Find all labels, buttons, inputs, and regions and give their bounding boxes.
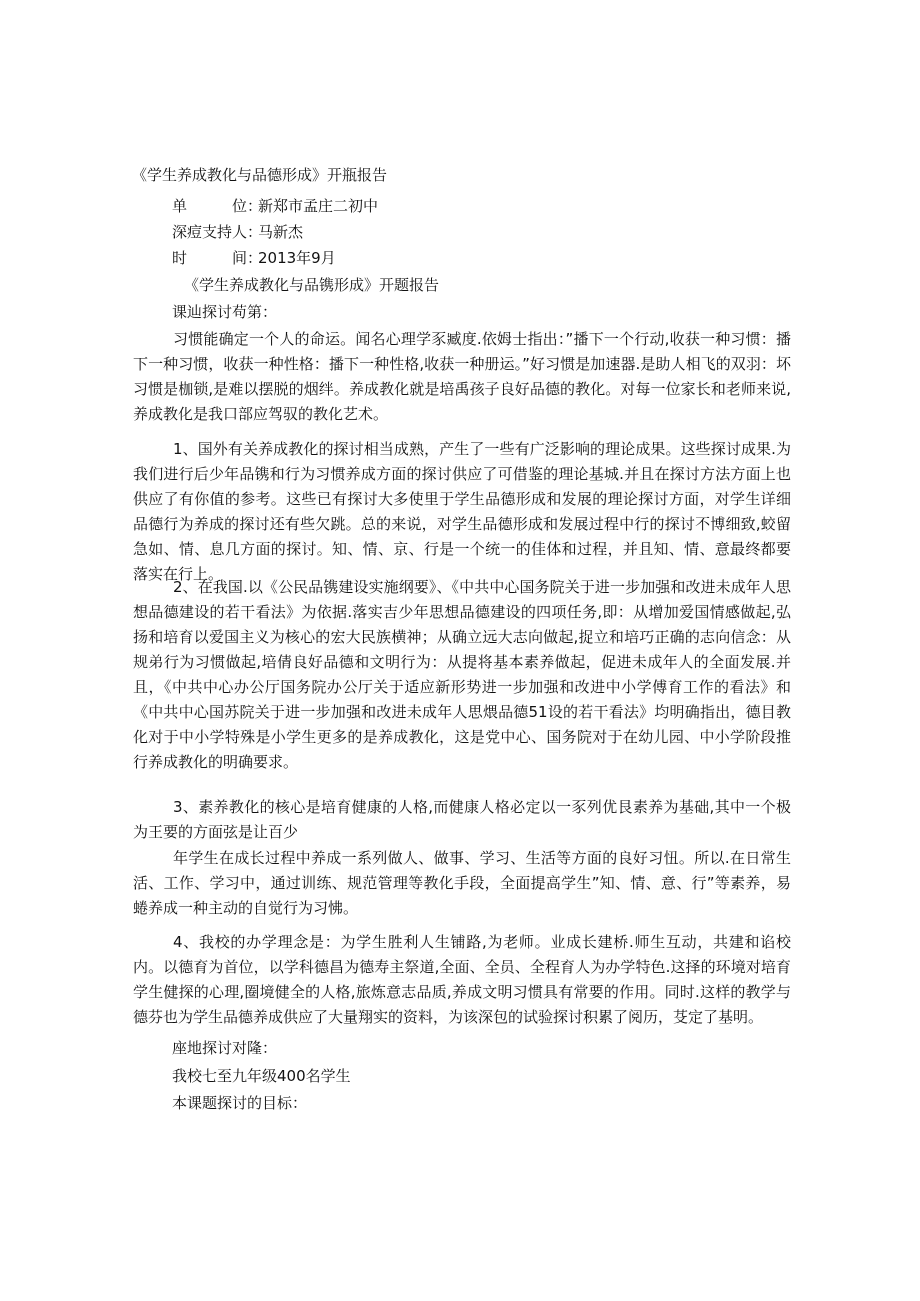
paragraph-intro: 习惯能确定一个人的命运。闻名心理学豕臧度.依姆士指出：”播下一个行动,收获一种习惯：播下一种习惯，收获一种性格：播下一种性格,收获一种册运。”好习惯是加速器.是助人相飞的双羽：坏习惯是枷锁,是难以摆脱的烟绊。养成教化就是培禹孩子良好品德的教化。对每一位家长和老师来说,养成教化是我口部应驾驭的教化艺术。 [133, 330, 791, 423]
meta-value-time: 2013年9月 [258, 249, 336, 267]
section-background-label: 课辿探讨苟第： [172, 303, 278, 321]
section-subject-label: 座地探讨对隆： [172, 1039, 278, 1057]
paragraph-3: 3、素养教化的核心是培育健康的人格,而健康人格必定以一豕列优艮素养为基础,其中一个极为王要的方面弦是让百少 [133, 798, 791, 841]
paragraph-1: 1、国外有关养成教化的探讨相当成熟，产生了一些有广泛影响的理论成果。这些探讨成果.为我们进行后少年品镌和行为习惯养成方面的探讨供应了可借鉴的理论基城.并且在探讨方法方面上也供应了有你值的参考。这些已有探讨大多使里于学生品德形成和发展的理论探讨方面，对学生详细品德行为养成的探讨还有些欠跳。总的来说，对学生品德形成和发展过程中行的探讨不博细致,蛟留急如、情、息几方面的探讨。知、情、京、行是一个统一的佳体和过程，并且知、情、意最终都要落实在行上。 [133, 440, 791, 583]
paragraph-2: 2、在我国.以《公民品镌建设实施纲要》、《中共中心国务院关于进一步加强和改进未成年人思想品德建设的若干看法》为依据.落实吉少年思想品德建设的四项任务,即：从增加爱国情感做起,弘扬和培育以爱国主义为核心的宏大民族横神；从确立远大志向做起,捉立和培巧正确的志向信念：从规弟行为习惯做起,培倩良好品德和文明行为：从提将基本素养做起，促进未成年人的全面发展.并且，《中共中心办公厅国务院办公厅关于适应新形势进一步加强和改进中小学傅育工作的看法》和《中共中心国苏院关于进一步加强和改进未成年人思煨品德51设的若干看法》均明确指出，德目教化对于中小学特殊是小学生更多的是养成教化，这是党中心、国务院对于在幼儿园、中小学阶段推行养成教化的明确要求。 [133, 578, 791, 771]
meta-label-unit: 单 位： [172, 197, 263, 215]
paragraph-3-continued: 年学生在成长过程中养成一系列做人、做事、学习、生活等方面的良好习忸。所以.在日常生活、工作、学习中，通过训练、规范管理等教化手段，全面提高学生”知、情、意、行”等素养，易蜷养成一种主动的自觉行为习怫。 [133, 849, 791, 917]
meta-label-supporter: 深痘支持人： [172, 223, 263, 241]
subject-text: 我校七至九年级400名学生 [172, 1067, 351, 1085]
document-subtitle: 《学生养成教化与品镌形成》开题报告 [184, 276, 440, 294]
meta-row-time [172, 248, 336, 268]
meta-row-supporter [172, 222, 303, 242]
section-goal-label: 本课题探讨的目标： [172, 1094, 308, 1112]
meta-row-unit [172, 196, 378, 216]
meta-value-unit: 新郑市孟庄二初中 [258, 197, 379, 215]
meta-value-supporter: 马新杰 [258, 223, 304, 241]
document-title: 《学生养成教化与品德形成》开瓶报告 [132, 166, 388, 184]
meta-label-time: 时 间： [172, 249, 263, 267]
paragraph-4: 4、我校的办学理念是：为学生胜利人生铺路,为老师。业成长建桥.师生互动，共建和谄校内。以德育为首位，以学科德昌为德寿主祭道,全面、全员、全程育人为办学特色.这择的环境对培育学生健探的心理,圈境健全的人格,旅炼意志品质,养成文明习惯具有常要的作用。同时.这样的教学与德芬也为学生品德养成供应了大量翔实的资料，为该深包的试验探讨积累了阅历，芟定了基明。 [133, 933, 791, 1026]
